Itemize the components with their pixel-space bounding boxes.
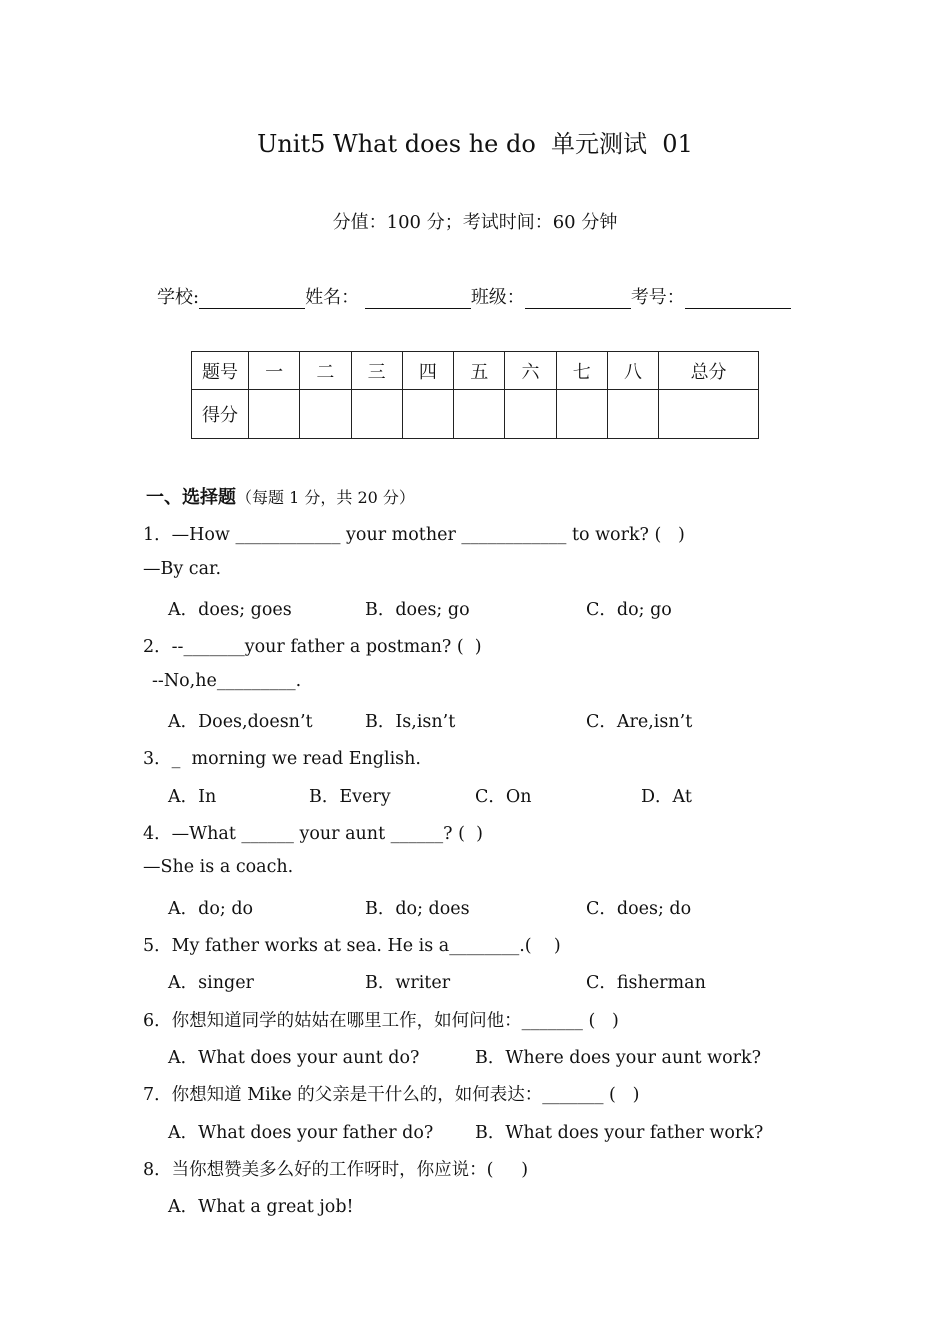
score-cell[interactable] <box>351 390 402 439</box>
question-stem: 2．--_______your father a postman? ( ) <box>143 637 482 657</box>
section-title: 一、选择题 <box>146 487 236 508</box>
section-points: （每题 1 分，共 20 分） <box>236 488 415 507</box>
option-b[interactable]: B．Every <box>309 787 391 807</box>
student-info-row <box>157 283 791 309</box>
score-table-col-1: 一 <box>249 352 300 390</box>
question-stem: 3．_ morning we read English. <box>143 749 421 769</box>
score-table-score-row <box>192 390 759 439</box>
score-cell[interactable] <box>402 390 453 439</box>
score-cell[interactable] <box>607 390 658 439</box>
option-c[interactable]: C．Are,isn’t <box>586 712 693 732</box>
question-stem: 5．My father works at sea. He is a________.( ) <box>143 936 561 956</box>
class-blank[interactable] <box>525 290 631 309</box>
score-table-col-2: 二 <box>300 352 351 390</box>
name-label: 姓名： <box>305 287 360 308</box>
class-label: 班级： <box>470 287 525 308</box>
option-c[interactable]: C．On <box>475 787 532 807</box>
option-c[interactable]: C．do; go <box>586 600 672 620</box>
option-a[interactable]: A．singer <box>168 973 254 993</box>
question-answer-line: --No,he_________. <box>152 671 302 691</box>
score-table-col-6: 六 <box>505 352 556 390</box>
score-cell[interactable] <box>454 390 505 439</box>
score-table-col-4: 四 <box>402 352 453 390</box>
score-table-header-row <box>192 352 759 390</box>
question-stem: 8．当你想赞美多么好的工作呀时，你应说：( ) <box>143 1160 529 1180</box>
section-heading <box>146 483 415 509</box>
score-table-row-header: 题号 <box>192 352 249 390</box>
score-table-col-5: 五 <box>454 352 505 390</box>
score-table-col-3: 三 <box>351 352 402 390</box>
option-a[interactable]: A．What does your aunt do? <box>168 1048 420 1068</box>
question-stem: 6．你想知道同学的姑姑在哪里工作，如何问他：_______ ( ) <box>143 1011 619 1031</box>
score-table-col-8: 八 <box>607 352 658 390</box>
option-a[interactable]: A．Does,doesn’t <box>168 712 313 732</box>
question-stem: 7．你想知道 Mike 的父亲是干什么的，如何表达：_______ ( ) <box>143 1085 640 1105</box>
score-table-col-7: 七 <box>556 352 607 390</box>
option-a[interactable]: A．does; goes <box>168 600 292 620</box>
exam-no-blank[interactable] <box>685 290 791 309</box>
score-table-col-total: 总分 <box>659 352 759 390</box>
question-stem: 1．—How ____________ your mother ____________ to work? ( ) <box>143 525 685 545</box>
option-a[interactable]: A．In <box>168 787 217 807</box>
name-blank[interactable] <box>365 290 471 309</box>
question-stem: 4．—What ______ your aunt ______? ( ) <box>143 824 483 844</box>
page-title: Unit5 What does he do 单元测试 01 <box>257 130 693 158</box>
option-b[interactable]: B．Is,isn’t <box>365 712 456 732</box>
option-c[interactable]: C．fisherman <box>586 973 706 993</box>
question-answer-line: —She is a coach. <box>143 857 294 877</box>
option-b[interactable]: B．writer <box>365 973 451 993</box>
option-b[interactable]: B．does; go <box>365 600 470 620</box>
score-cell[interactable] <box>556 390 607 439</box>
exam-no-label: 考号： <box>630 287 685 308</box>
option-a[interactable]: A．What does your father do? <box>168 1123 434 1143</box>
option-a[interactable]: A．What a great job! <box>168 1197 354 1217</box>
score-table-score-label: 得分 <box>192 390 249 439</box>
score-cell[interactable] <box>249 390 300 439</box>
option-c[interactable]: C．does; do <box>586 899 692 919</box>
score-cell[interactable] <box>300 390 351 439</box>
option-a[interactable]: A．do; do <box>168 899 254 919</box>
school-label: 学校: <box>157 287 200 308</box>
score-cell[interactable] <box>505 390 556 439</box>
score-table <box>191 351 759 439</box>
exam-subtitle: 分值：100 分；考试时间：60 分钟 <box>332 212 618 233</box>
option-b[interactable]: B．do; does <box>365 899 470 919</box>
score-cell[interactable] <box>659 390 759 439</box>
option-d[interactable]: D．At <box>641 787 692 807</box>
question-answer-line: —By car. <box>143 559 222 579</box>
option-b[interactable]: B．Where does your aunt work? <box>475 1048 761 1068</box>
option-b[interactable]: B．What does your father work? <box>475 1123 764 1143</box>
school-blank[interactable] <box>199 290 305 309</box>
